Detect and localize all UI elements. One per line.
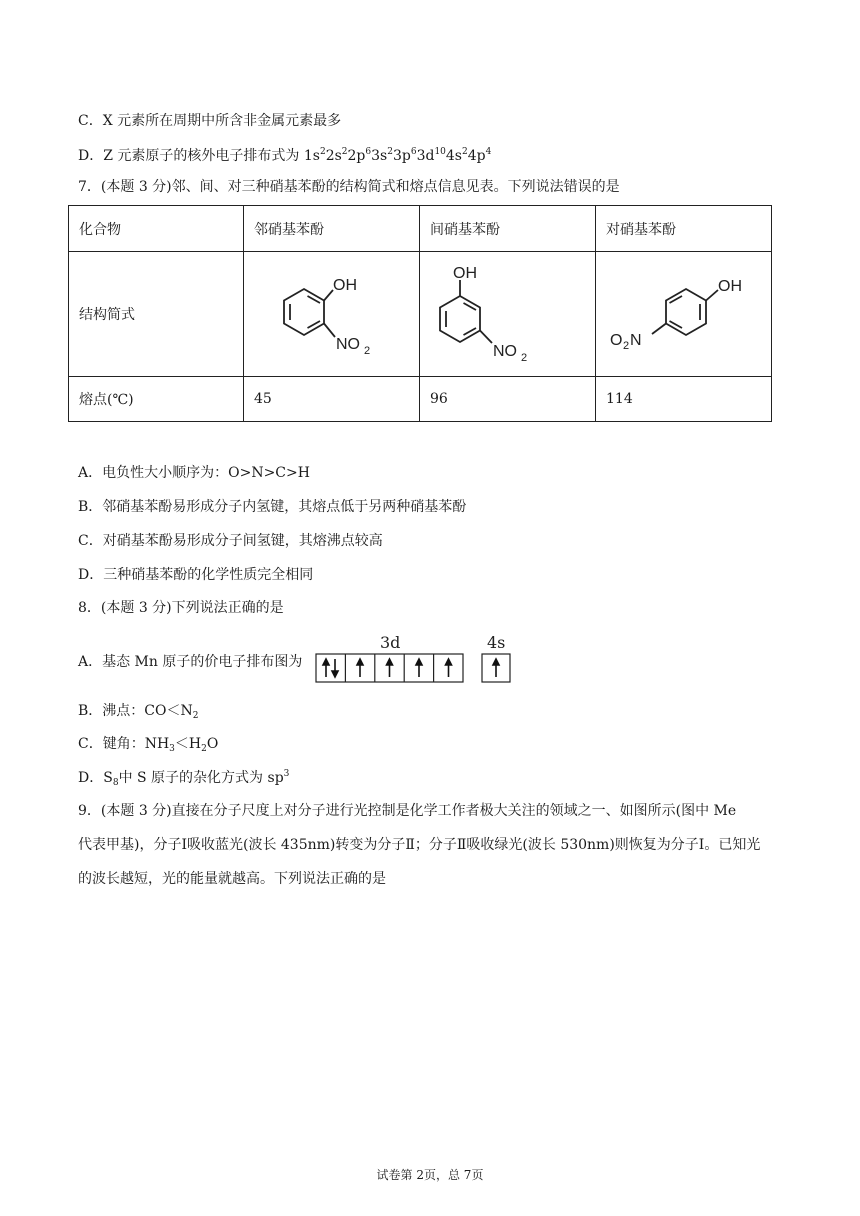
config-prefix: D．Z 元素原子的核外电子排布式为 1s	[78, 148, 320, 164]
question-7-option-a: A．电负性大小顺序为：O>N>C>H	[78, 465, 310, 481]
question-8-option-d: D．$S_8$中 S 原子的杂化方式为 $sp^3$	[78, 769, 290, 788]
row-label: 结构简式	[69, 252, 244, 377]
question-7-option-b: B．邻硝基苯酚易形成分子内氢键，其熔点低于另两种硝基苯酚	[78, 499, 467, 515]
o2n-n: N	[630, 332, 642, 349]
orbital-4s-label: 4s	[487, 633, 506, 652]
oh-label: OH	[453, 265, 477, 282]
table-melting-row	[69, 377, 772, 422]
orbital-3d-label: 3d	[380, 633, 401, 652]
question-9-line-3: 的波长越短，光的能量就越高。下列说法正确的是	[78, 871, 386, 887]
meta-structure	[420, 252, 596, 377]
question-8-option-a: A．基态 Mn 原子的价电子排布图为	[78, 654, 303, 670]
option-c-text: C．X 元素所在周期中所含非金属元素最多	[78, 113, 342, 129]
table-structure-row	[69, 252, 772, 377]
ortho-nitrophenol-structure	[244, 252, 419, 376]
svg-text:2: 2	[364, 345, 371, 357]
header-cell: 间硝基苯酚	[420, 206, 596, 252]
no2-label: NO	[493, 343, 517, 360]
question-8-option-c: C．键角：$NH_3<H_2O$	[78, 736, 219, 754]
meta-nitrophenol-structure	[420, 252, 596, 376]
o2n-o: O	[610, 332, 623, 349]
question-8-option-b: B．沸点：$CO<N_2$	[78, 703, 199, 721]
para-nitrophenol-structure	[596, 252, 772, 376]
melting-point-cell: 96	[420, 377, 596, 422]
question-9-line-1: 9．(本题 3 分)直接在分子尺度上对分子进行光控制是化学工作者极大关注的领域之一、如图所示(图中 Me	[78, 803, 737, 819]
header-cell: 化合物	[69, 206, 244, 252]
question-8: 8．(本题 3 分)下列说法正确的是	[78, 600, 284, 616]
nitrophenol-table	[68, 205, 772, 422]
melting-point-cell: 45	[244, 377, 420, 422]
para-structure	[596, 252, 772, 377]
mn-orbital-diagram	[314, 631, 519, 687]
svg-text:2: 2	[623, 340, 630, 352]
no2-label: NO	[336, 336, 360, 353]
page-footer: 试卷第 2页，总 7页	[376, 1168, 484, 1182]
table-header-row	[69, 206, 772, 252]
question-7-option-d: D．三种硝基苯酚的化学性质完全相同	[78, 567, 314, 583]
oh-label: OH	[718, 278, 742, 295]
ortho-structure	[244, 252, 420, 377]
melting-point-cell: 114	[596, 377, 772, 422]
header-cell: 对硝基苯酚	[596, 206, 772, 252]
header-cell: 邻硝基苯酚	[244, 206, 420, 252]
oh-label: OH	[333, 277, 357, 294]
question-7-option-c: C．对硝基苯酚易形成分子间氢键，其熔沸点较高	[78, 533, 383, 549]
question-9-line-2: 代表甲基)，分子Ⅰ吸收蓝光(波长 435nm)转变为分子Ⅱ；分子Ⅱ吸收绿光(波长 530nm)则恢复为分子Ⅰ。已知光	[78, 837, 761, 853]
option-d-config: D．Z 元素原子的核外电子排布式为 $1s^22s^22p^63s^23p^63d^{10}4s^24p^4$	[78, 147, 492, 164]
question-7: 7．(本题 3 分)邻、间、对三种硝基苯酚的结构简式和熔点信息见表。下列说法错误的是	[78, 179, 620, 195]
svg-text:2: 2	[521, 352, 528, 364]
row-label: 熔点(℃)	[69, 377, 244, 422]
